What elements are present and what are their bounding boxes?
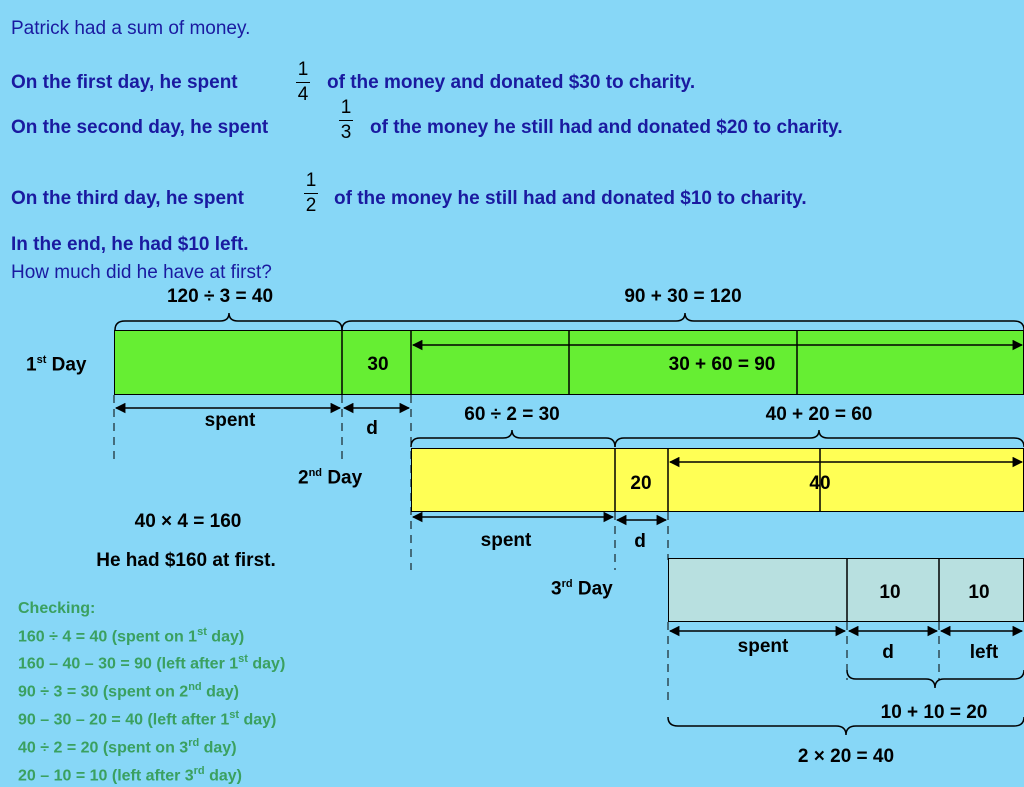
- check-sup: rd: [188, 736, 200, 749]
- check-text: 160 ÷ 4 = 40 (spent on 1: [18, 627, 198, 645]
- day3-word: Day: [577, 578, 613, 600]
- day1-eq-left: 120 ÷ 3 = 40: [166, 286, 274, 307]
- day2-eq-right: 40 + 20 = 60: [765, 404, 873, 425]
- check-sup: st: [197, 625, 207, 638]
- day1-label: [26, 354, 87, 376]
- day2-text-a: On the second day, he spent: [11, 117, 269, 138]
- day2-cell-20: 20: [630, 473, 652, 494]
- day3-text-a: On the third day, he spent: [11, 188, 244, 209]
- day2-eq-left: 60 ÷ 2 = 30: [464, 404, 560, 425]
- checking-line-2: [18, 648, 285, 676]
- day1-sup: st: [36, 354, 47, 366]
- day3-d: d: [882, 642, 894, 663]
- check-text: 90 ÷ 3 = 30 (spent on 2: [18, 683, 189, 701]
- day3-eq-total: 2 × 20 = 40: [797, 746, 895, 767]
- day2-d: d: [634, 531, 646, 552]
- checking-line-6: [18, 760, 285, 787]
- day3-left: left: [969, 642, 999, 663]
- checking-title: Checking:: [18, 600, 96, 617]
- day1-text-b: of the money and donated $30 to charity.: [327, 72, 696, 93]
- answer-calc: 40 × 4 = 160: [134, 511, 242, 532]
- day1-cell-mid: 30 + 60 = 90: [668, 354, 776, 375]
- day3-spent: spent: [737, 636, 789, 657]
- day1-word: Day: [51, 354, 87, 376]
- day1-text-a: On the first day, he spent: [11, 72, 238, 93]
- day2-spent: spent: [480, 530, 532, 551]
- day2-text-b: of the money he still had and donated $20 to charity.: [370, 117, 843, 138]
- day3-text-b: of the money he still had and donated $10 to charity.: [334, 188, 807, 209]
- check-text: day): [204, 766, 242, 784]
- checking-line-1: [18, 621, 285, 649]
- check-text: 160 – 40 – 30 = 90 (left after 1: [18, 655, 239, 673]
- fraction-denominator: 2: [305, 195, 317, 216]
- check-text: day): [247, 655, 286, 673]
- day2-sup: nd: [308, 467, 323, 479]
- question-text: How much did he have at first?: [11, 262, 272, 283]
- day3-label: [551, 578, 613, 600]
- day3-eq-sum: 10 + 10 = 20: [880, 702, 988, 723]
- day1-d: d: [366, 418, 378, 439]
- intro-text: Patrick had a sum of money.: [11, 18, 251, 39]
- day3-sup: rd: [561, 578, 573, 590]
- check-sup: st: [238, 653, 248, 666]
- day3-num: 3: [551, 578, 562, 600]
- check-text: day): [206, 627, 245, 645]
- check-sup: rd: [193, 764, 205, 777]
- fraction-numerator: 1: [297, 59, 309, 80]
- day3-cell-10b: 10: [968, 582, 990, 603]
- end-text: In the end, he had $10 left.: [11, 234, 249, 255]
- day2-word: Day: [327, 467, 363, 489]
- day1-cell-30: 30: [367, 354, 389, 375]
- check-sup: nd: [188, 681, 202, 694]
- checking-line-4: [18, 704, 285, 732]
- check-text: 40 ÷ 2 = 20 (spent on 3: [18, 739, 189, 757]
- fraction-denominator: 4: [297, 84, 309, 105]
- check-text: day): [239, 711, 277, 729]
- day1-num: 1: [26, 354, 37, 376]
- checking-block: [18, 597, 285, 787]
- day1-eq-right: 90 + 30 = 120: [624, 286, 742, 307]
- checking-line-5: [18, 732, 285, 760]
- day1-spent: spent: [204, 410, 256, 431]
- check-sup: st: [229, 708, 240, 721]
- check-text: day): [201, 683, 239, 701]
- day2-cell-40: 40: [809, 473, 831, 494]
- fraction-numerator: 1: [340, 97, 352, 118]
- check-text: 20 – 10 = 10 (left after 3: [18, 766, 194, 784]
- answer-statement: He had $160 at first.: [96, 550, 276, 571]
- day3-cell-10a: 10: [879, 582, 901, 603]
- day2-num: 2: [298, 467, 309, 489]
- fraction-denominator: 3: [340, 122, 352, 143]
- fraction-numerator: 1: [305, 170, 317, 191]
- checking-line-3: [18, 676, 285, 704]
- check-text: 90 – 30 – 20 = 40 (left after 1: [18, 711, 230, 729]
- check-text: day): [199, 739, 237, 757]
- day2-label: [298, 467, 362, 489]
